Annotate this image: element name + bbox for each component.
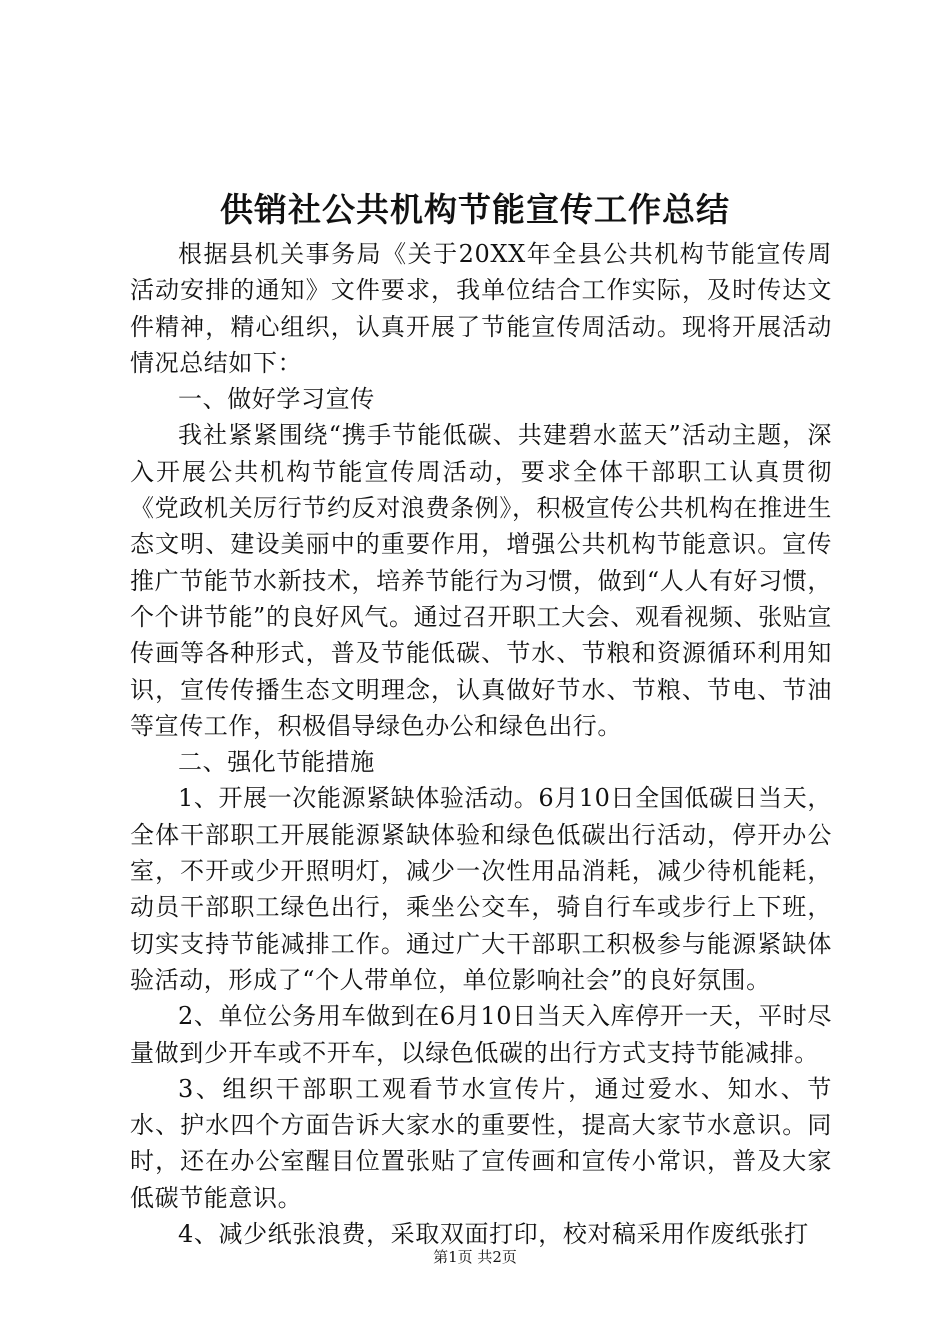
paragraph-study-publicity: 我社紧紧围绕“携手节能低碳、共建碧水蓝天”活动主题，深入开展公共机构节能宣传周活动，要求全体干部职工认真贯彻《党政机关厉行节约反对浪费条例》，积极宣传公共机构在推进生态文明、建设美丽中的重要作用，增强公共机构节能意识。宣传推广节能节水新技术，培养节能行为习惯，做到“人人有好习惯，个个讲节能”的良好风气。通过召开职工大会、观看视频、张贴宣传画等各种形式，普及节能低碳、节水、节粮和资源循环利用知识，宣传传播生态文明理念，认真做好节水、节粮、节电、节油等宣传工作，积极倡导绿色办公和绿色出行。: [130, 421, 832, 740]
page-footer: [0, 1246, 950, 1268]
paragraph-intro: 根据县机关事务局《关于20XX年全县公共机构节能宣传周活动安排的通知》文件要求，我单位结合工作实际，及时传达文件精神，精心组织，认真开展了节能宣传周活动。现将开展活动情况总结如下：: [130, 240, 832, 377]
paragraph-measure-3: 3、组织干部职工观看节水宣传片，通过爱水、知水、节水、护水四个方面告诉大家水的重要性，提高大家节水意识。同时，还在办公室醒目位置张贴了宣传画和宣传小常识，普及大家低碳节能意识。: [130, 1074, 832, 1212]
document-body: [130, 236, 832, 1252]
section-heading-1: 一、做好学习宣传: [178, 385, 375, 414]
page-indicator: 第1页 共2页: [433, 1248, 517, 1266]
section-heading-2: 二、强化节能措施: [178, 748, 375, 777]
document-title: 供销社公共机构节能宣传工作总结: [220, 190, 730, 229]
paragraph-measure-4: 4、减少纸张浪费，采取双面打印，校对稿采用作废纸张打: [178, 1220, 809, 1249]
paragraph-measure-1: 1、开展一次能源紧缺体验活动。6月10日全国低碳日当天，全体干部职工开展能源紧缺体验和绿色低碳出行活动，停开办公室，不开或少开照明灯，减少一次性用品消耗，减少待机能耗，动员干部职工绿色出行，乘坐公交车，骑自行车或步行上下班，切实支持节能减排工作。通过广大干部职工积极参与能源紧缺体验活动，形成了“个人带单位，单位影响社会”的良好氛围。: [130, 784, 832, 994]
paragraph-measure-2: 2、单位公务用车做到在6月10日当天入库停开一天，平时尽量做到少开车或不开车，以绿色低碳的出行方式支持节能减排。: [130, 1002, 832, 1067]
